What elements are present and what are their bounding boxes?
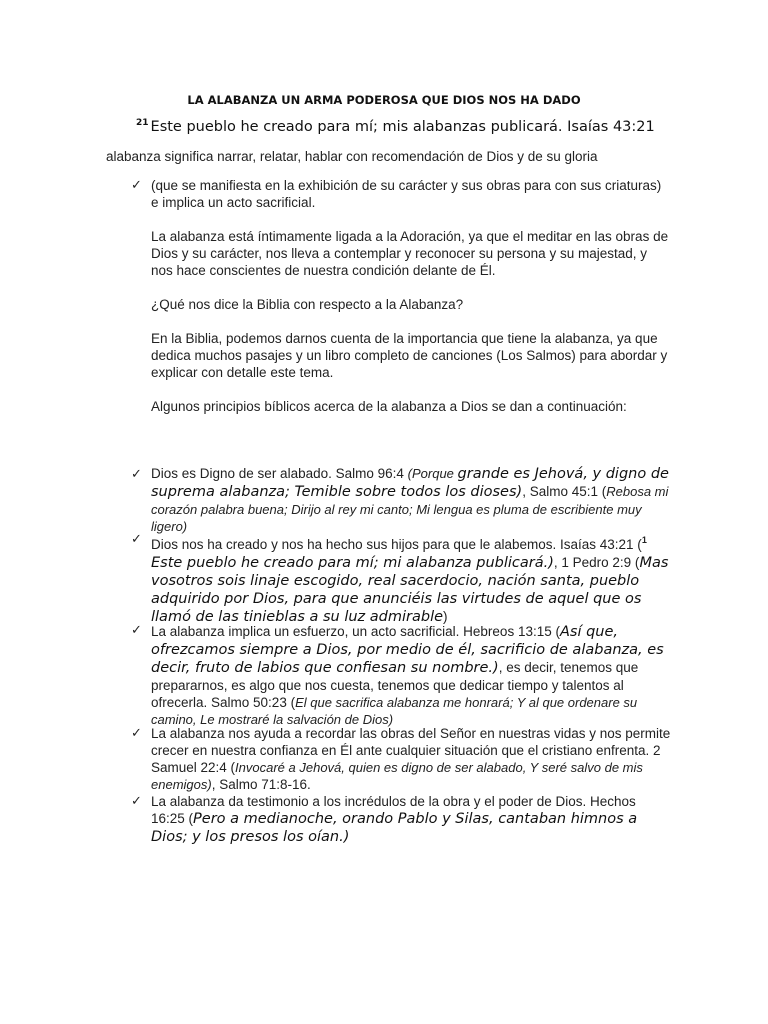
check-bullet-icon: ✓	[131, 532, 142, 547]
paragraph: Algunos principios bíblicos acerca de la alabanza a Dios se dan a continuación:	[151, 399, 627, 414]
item-quote: Pero a medianoche, orando Pablo y Silas, cantaban himnos a Dios; y los presos los oían.)	[151, 811, 638, 845]
item-text: La alabanza implica un esfuerzo, un acto sacrificial. Hebreos 13:15 (	[151, 624, 560, 639]
item-text: )	[443, 609, 448, 624]
paragraph: ¿Qué nos dice la Biblia con respecto a la Alabanza?	[151, 297, 464, 312]
item-quote: Invocaré a Jehová, quien es digno de ser alabado, Y seré salvo de mis enemigos)	[151, 760, 643, 792]
item-quote: (Porque	[407, 466, 458, 481]
paragraph: (que se manifiesta en la exhibición de su carácter y sus obras para con sus criaturas) e implica un acto sacrificial.	[151, 178, 662, 210]
item-text: La alabanza da testimonio a los incrédulos de la obra y el poder de Dios. Hechos 16:25 (	[151, 794, 636, 826]
verse-number: 21	[136, 118, 149, 128]
check-bullet-icon: ✓	[131, 467, 142, 482]
check-bullet-icon: ✓	[131, 794, 142, 809]
key-verse	[136, 118, 655, 135]
paragraph: En la Biblia, podemos darnos cuenta de la importancia que tiene la alabanza, ya que dedica muchos pasajes y un libro completo de canciones (Los Salmos) para abordar y explicar con detalle este tema.	[151, 331, 668, 380]
list-item	[151, 725, 671, 793]
item-quote: grande es Jehová, y digno de suprema alabanza; Temible sobre todos los dioses)	[151, 466, 669, 500]
paragraph: La alabanza está íntimamente ligada a la Adoración, ya que el meditar en las obras de Dios y su carácter, nos lleva a contemplar y reconocer su persona y su majestad, y nos hace conscientes de nuestra condición delante de Él.	[151, 229, 669, 278]
item-quote: Mas vosotros sois linaje escogido, real sacerdocio, nación santa, pueblo adquirido por Dios, para que anunciéis las virtudes de aquel que os llamó de las tinieblas a su luz admirable	[151, 555, 669, 625]
item-quote: Así que, ofrezcamos siempre a Dios, por medio de él, sacrificio de alabanza, es decir, fruto de labios que confiesan su nombre.)	[151, 624, 664, 676]
item-reference: , Salmo 45:1 (	[522, 484, 607, 499]
verse-text: Este pueblo he creado para mí; mis alabanzas publicará. Isaías 43:21	[150, 119, 655, 135]
list-item	[151, 793, 671, 846]
check-bullet-icon: ✓	[131, 178, 142, 193]
list-item	[151, 532, 671, 626]
intro-definition: alabanza significa narrar, relatar, hablar con recomendación de Dios y de su gloria	[106, 149, 598, 164]
item-text: Dios nos ha creado y nos ha hecho sus hijos para que le alabemos. Isaías 43:21 (	[151, 537, 642, 552]
item-quote: Este pueblo he creado para mí; mi alabanza publicará.)	[151, 555, 554, 571]
check-bullet-icon: ✓	[131, 726, 142, 741]
item-text: , es decir, tenemos que prepararnos, es algo que nos cuesta, tenemos que dedicar tiempo y talentos al ofrecerla. Salmo 50:23 (	[151, 660, 639, 710]
item-quote: El que sacrifica alabanza me honrará; Y al que ordenare su camino, Le mostraré la salvación de Dios)	[151, 695, 638, 727]
list-item	[151, 623, 671, 728]
item-text: La alabanza nos ayuda a recordar las obras del Señor en nuestras vidas y nos permite crecer en nuestra confianza en Él ante cualquier situación que el cristiano enfrenta. 2 Samuel 22:4 (	[151, 726, 671, 775]
item-reference: , 1 Pedro 2:9 (	[553, 555, 640, 570]
list-item	[151, 465, 671, 535]
item-text: Dios es Digno de ser alabado. Salmo 96:4	[151, 466, 408, 481]
check-bullet-icon: ✓	[131, 623, 142, 638]
document-title: LA ALABANZA UN ARMA PODEROSA QUE DIOS NOS HA DADO	[187, 93, 581, 107]
item-quote: Rebosa mi corazón palabra buena; Dirijo al rey mi canto; Mi lengua es pluma de escribiente muy ligero)	[151, 484, 669, 534]
section-intro	[151, 177, 671, 432]
verse-number: 1	[641, 535, 647, 545]
item-reference: , Salmo 71:8-16.	[211, 777, 311, 792]
